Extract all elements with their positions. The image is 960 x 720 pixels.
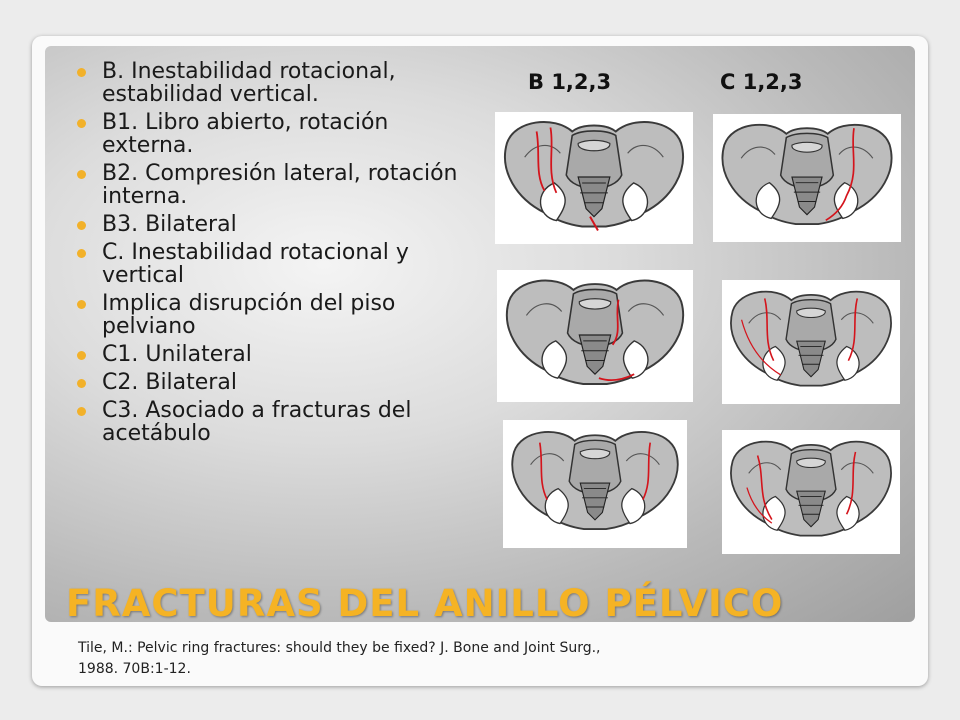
pelvis-figure-b3 <box>503 420 687 548</box>
bullet-item: Implica disrupción del piso pelviano <box>76 292 466 338</box>
bullet-item: B. Inestabilidad rotacional, estabilidad vertical. <box>76 60 466 106</box>
bullet-list <box>76 60 466 450</box>
bullet-item: B3. Bilateral <box>76 213 466 236</box>
pelvis-figure-c2 <box>722 280 900 404</box>
bullet-item: C2. Bilateral <box>76 371 466 394</box>
bullet-item: B2. Compresión lateral, rotación interna. <box>76 162 466 208</box>
column-label-b: B 1,2,3 <box>528 70 612 94</box>
bullet-item: C. Inestabilidad rotacional y vertical <box>76 241 466 287</box>
pelvis-figure-b2 <box>497 270 693 402</box>
bullet-item: C1. Unilateral <box>76 343 466 366</box>
pelvis-figure-b1 <box>495 112 693 244</box>
citation-text: Tile, M.: Pelvic ring fractures: should they be fixed? J. Bone and Joint Surg., 1988. 70B:1-12. <box>78 640 601 677</box>
column-label-c: C 1,2,3 <box>720 70 803 94</box>
bullet-item: B1. Libro abierto, rotación externa. <box>76 111 466 157</box>
pelvis-figure-c3 <box>722 430 900 554</box>
bullet-item: C3. Asociado a fracturas del acetábulo <box>76 399 466 445</box>
slide-title: FRACTURAS DEL ANILLO PÉLVICO <box>66 582 784 625</box>
pelvis-figure-c1 <box>713 114 901 242</box>
